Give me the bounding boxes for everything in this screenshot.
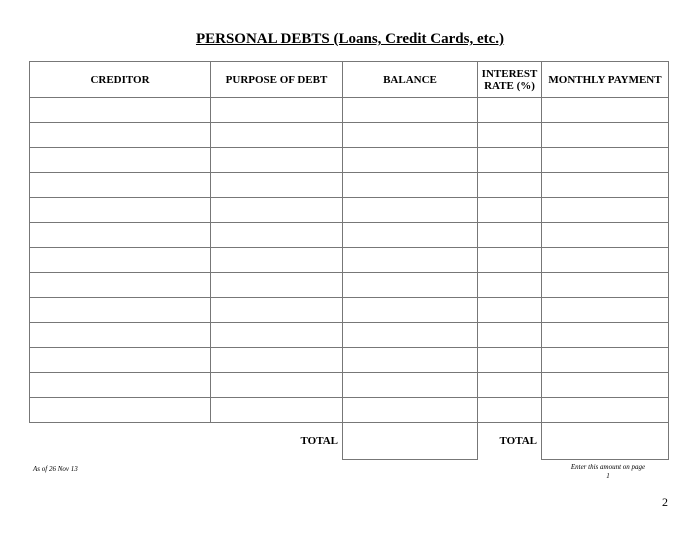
purpose-cell[interactable] [211, 273, 343, 298]
total-payment-label: TOTAL [478, 423, 542, 460]
interest-rate-cell[interactable] [478, 348, 542, 373]
table-row [30, 298, 669, 323]
purpose-cell[interactable] [211, 298, 343, 323]
balance-cell[interactable] [343, 323, 478, 348]
debts-table [29, 61, 669, 460]
balance-cell[interactable] [343, 198, 478, 223]
interest-rate-cell[interactable] [478, 323, 542, 348]
purpose-cell[interactable] [211, 223, 343, 248]
balance-cell[interactable] [343, 248, 478, 273]
monthly-payment-cell[interactable] [542, 223, 669, 248]
interest-rate-cell[interactable] [478, 123, 542, 148]
balance-cell[interactable] [343, 298, 478, 323]
table-row [30, 123, 669, 148]
column-header-monthly-payment: MONTHLY PAYMENT [542, 62, 669, 98]
table-row [30, 98, 669, 123]
creditor-cell[interactable] [30, 398, 211, 423]
table-row [30, 373, 669, 398]
monthly-payment-cell[interactable] [542, 373, 669, 398]
creditor-cell[interactable] [30, 123, 211, 148]
page-number: 2 [662, 495, 668, 509]
purpose-cell[interactable] [211, 348, 343, 373]
monthly-payment-cell[interactable] [542, 198, 669, 223]
total-payment-cell[interactable] [542, 423, 669, 460]
interest-rate-cell[interactable] [478, 298, 542, 323]
monthly-payment-cell[interactable] [542, 298, 669, 323]
monthly-payment-cell[interactable] [542, 323, 669, 348]
balance-cell[interactable] [343, 373, 478, 398]
table-row [30, 348, 669, 373]
table-row [30, 323, 669, 348]
creditor-cell[interactable] [30, 148, 211, 173]
table-row [30, 198, 669, 223]
table-row [30, 223, 669, 248]
column-header-purpose: PURPOSE OF DEBT [211, 62, 343, 98]
table-row [30, 173, 669, 198]
creditor-cell[interactable] [30, 98, 211, 123]
creditor-cell[interactable] [30, 323, 211, 348]
purpose-cell[interactable] [211, 98, 343, 123]
interest-rate-cell[interactable] [478, 373, 542, 398]
total-balance-label: TOTAL [30, 423, 343, 460]
column-header-creditor: CREDITOR [30, 62, 211, 98]
creditor-cell[interactable] [30, 248, 211, 273]
page-title: PERSONAL DEBTS (Loans, Credit Cards, etc.) [195, 31, 505, 47]
creditor-cell[interactable] [30, 198, 211, 223]
as-of-date: As of 26 Nov 13 [33, 465, 78, 473]
monthly-payment-cell[interactable] [542, 173, 669, 198]
balance-cell[interactable] [343, 173, 478, 198]
balance-cell[interactable] [343, 123, 478, 148]
interest-rate-cell[interactable] [478, 223, 542, 248]
monthly-payment-cell[interactable] [542, 148, 669, 173]
table-row [30, 148, 669, 173]
monthly-payment-cell[interactable] [542, 348, 669, 373]
table-row [30, 398, 669, 423]
purpose-cell[interactable] [211, 248, 343, 273]
interest-rate-cell[interactable] [478, 248, 542, 273]
interest-rate-cell[interactable] [478, 273, 542, 298]
creditor-cell[interactable] [30, 298, 211, 323]
interest-rate-cell[interactable] [478, 98, 542, 123]
balance-cell[interactable] [343, 98, 478, 123]
balance-cell[interactable] [343, 273, 478, 298]
interest-rate-cell[interactable] [478, 198, 542, 223]
purpose-cell[interactable] [211, 198, 343, 223]
interest-rate-cell[interactable] [478, 173, 542, 198]
creditor-cell[interactable] [30, 273, 211, 298]
balance-cell[interactable] [343, 398, 478, 423]
monthly-payment-cell[interactable] [542, 398, 669, 423]
creditor-cell[interactable] [30, 348, 211, 373]
purpose-cell[interactable] [211, 373, 343, 398]
monthly-payment-cell[interactable] [542, 123, 669, 148]
interest-rate-cell[interactable] [478, 398, 542, 423]
monthly-payment-cell[interactable] [542, 273, 669, 298]
balance-cell[interactable] [343, 348, 478, 373]
purpose-cell[interactable] [211, 123, 343, 148]
balance-cell[interactable] [343, 148, 478, 173]
creditor-cell[interactable] [30, 373, 211, 398]
purpose-cell[interactable] [211, 173, 343, 198]
balance-cell[interactable] [343, 223, 478, 248]
purpose-cell[interactable] [211, 148, 343, 173]
creditor-cell[interactable] [30, 173, 211, 198]
purpose-cell[interactable] [211, 323, 343, 348]
creditor-cell[interactable] [30, 223, 211, 248]
monthly-payment-cell[interactable] [542, 248, 669, 273]
total-balance-cell[interactable] [343, 423, 478, 460]
monthly-payment-cell[interactable] [542, 98, 669, 123]
table-row [30, 273, 669, 298]
purpose-cell[interactable] [211, 398, 343, 423]
column-header-interest-rate: INTEREST RATE (%) [478, 62, 542, 98]
enter-amount-note: Enter this amount on page 1 [570, 463, 646, 480]
table-row [30, 248, 669, 273]
column-header-balance: BALANCE [343, 62, 478, 98]
interest-rate-cell[interactable] [478, 148, 542, 173]
